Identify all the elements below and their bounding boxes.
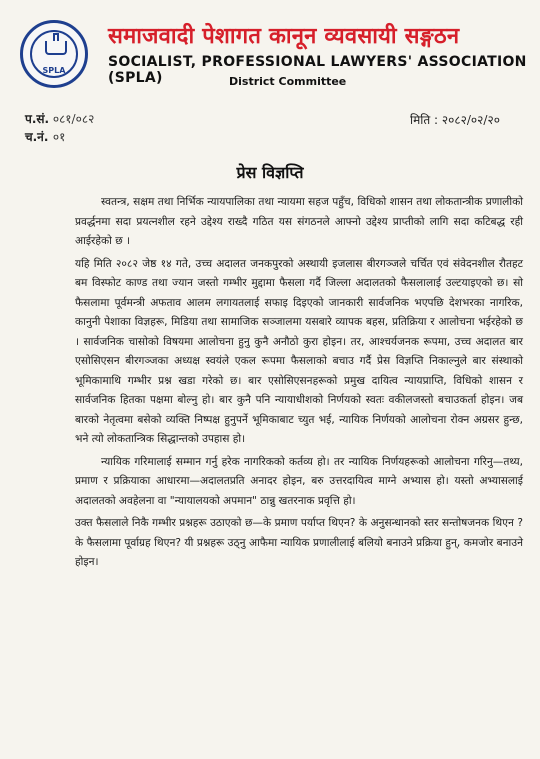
date-label: मिति : <box>410 113 439 127</box>
book-icon <box>45 41 67 55</box>
logo-text: SPLA <box>42 66 66 75</box>
paragraph-4: उक्त फैसलाले निकै गम्भीर प्रश्नहरू उठाएको छ—के प्रमाण पर्याप्त थिएन? के अनुसन्धानको स्तर सन्तोषजनक थिएन ? के फैसलामा पूर्वाग्रह थिएन? यी प्रश्नहरू उठ्नु आफैमा न्यायिक प्रणालीलाई बलियो बनाउने प्रक्रिया हुन्, कमजोर बनाउने होइन। <box>75 517 523 568</box>
paragraph-1: स्वतन्त्र, सक्षम तथा निर्भिक न्यायपालिका तथा न्यायमा सहज पहुँच, विधिको शासन तथा लोकतान्त्रीक प्रणालीको प्रवर्द्धनमा सदा प्रयत्नशील रहने उद्देश्य राख्दै गठित यस संगठनले आफ्नो उद्देश्य प्राप्तीको लागि सदा कटिबद्ध रही आईरहेको छ । <box>75 196 523 247</box>
paragraph-2: यहि मिति २०८२ जेष्ठ १४ गते, उच्च अदालत जनकपुरको अस्थायी इजलास बीरगञ्जले चर्चित एवं संवेदनशील रौतहट बम विस्फोट काण्ड तथा ज्यान जस्तो गम्भीर मुद्दामा फैसला गर्दै जिल्ला अदालतको फैसलालाई उल्टयाइएको छ। सो फैसलामा पूर्वमन्त्री अफताव आलम लगायतलाई सफाइ दिइएको जानकारी सार्वजनिक भएपछि देशभरका नागरिक, कानुनी पेशाका विज्ञहरू, मिडिया तथा सामाजिक सञ्जालमा यसबारे व्यापक बहस, प्रतिक्रिया र आलोचना भईरहेको छ । सार्वजनिक चासोको विषयमा आलोचना हुनु कुनै अनौठो कुरा होइन। तर, आश्चर्यजनक रूपमा, उच्च अदालत बार एसोसिएसन बीरगञ्जका अध्यक्ष स्वयंले एकल रूपमा फैसलाको बचाउ गर्दै प्रेस विज्ञप्ति निकाल्नुले बार संस्थाको भूमिकामाथि गम्भीर प्रश्न खडा गरेको छ। बार एसोसिएसनहरूको प्रमुख दायित्व न्यायप्राप्ति, विधिको शासन र सार्वजनिक हितका पक्षमा बोल्नु हो। बार कुनै पनि न्यायाधीशको निर्णयको स्वतः वकीलजस्तो बचाउकर्ता होइन। जब बारको नेतृत्वमा बसेको व्यक्ति निष्पक्ष हुनुपर्ने भूमिकाबाट च्युत भई, न्यायिक निर्णयको आलोचना रोक्न अग्रसर हुन्छ, भने त्यो लोकतान्त्रिक सिद्धान्तको उपहास हो। <box>75 257 524 445</box>
district-line: District Committee <box>229 75 347 88</box>
cn-row <box>25 128 94 146</box>
ps-row <box>25 110 94 128</box>
ps-value: ०८१/०८२ <box>52 112 95 126</box>
date-block <box>410 111 500 128</box>
org-name-english: SOCIALIST, PROFESSIONAL LAWYERS' ASSOCIATION (SPLA) <box>108 54 527 86</box>
document-title: प्रेस विज्ञप्ति <box>236 163 304 182</box>
press-release-body <box>75 193 523 576</box>
letterhead <box>0 0 540 110</box>
ps-label: प.सं. <box>25 112 50 126</box>
cn-label: च.नं. <box>25 130 49 144</box>
date-value: २०८२/०२/२० <box>441 113 500 127</box>
spla-logo <box>20 20 88 88</box>
paragraph-3: न्यायिक गरिमालाई सम्मान गर्नु हरेक नागरिकको कर्तव्य हो। तर न्यायिक निर्णयहरूको आलोचना गरिनु—तथ्य, प्रमाण र प्रक्रियाका आधारमा—अदालतप्रति अनादर होइन, बरु उत्तरदायित्व माग्ने अभ्यास हो। यस्तो अभ्यासलाई अदालतको अवहेलना वा "न्यायालयको अपमान" ठान्नु खतरनाक प्रवृत्ति हो। <box>75 455 523 507</box>
reference-block <box>25 110 94 146</box>
cn-value: ०१ <box>52 130 66 144</box>
org-name-nepali: समाजवादी पेशागत कानून व्यवसायी सङ्गठन <box>108 24 460 49</box>
scale-icon <box>53 33 59 41</box>
